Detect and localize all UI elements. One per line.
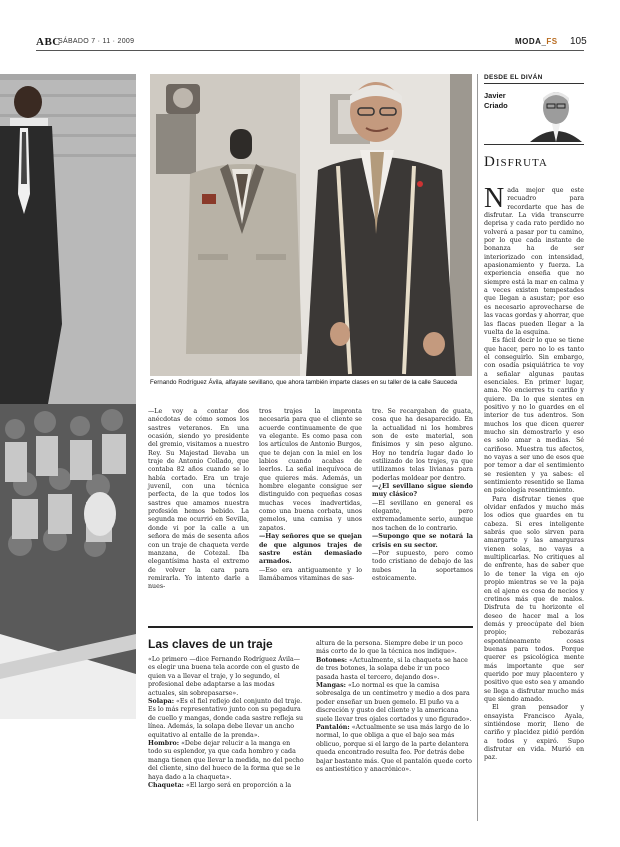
column-paragraph-text: ada mejor que este recuadro para recordarte que has de disfrutar. La vida transcurre deprisa y cada rato perdido no volverá a pasar por tu camino, por lo que cada instante de bonanza ha de ser interiorizado con intensidad, apasionamiento y fuerza. La experiencia enseña que no siempre está la mar en calma y a veces existen tempestades que llegan a asustar; por eso es necesario aprovecharse de las vacas gordas y ahorrar, que las flacas pueden llegar a la vuelta de la esquina. xyxy=(484,187,584,336)
article-paragraph: tros trajes la impronta necesaria para que el cliente se acuerde continuamente de que va elegante. Es como pasa con los artículos de Antonio Burgos, que te dejan con la miel en los labios cuando acabas de leerlos. La señal inequívoca de que quieres más. Además, un hombre elegante consigue ser distinguido con pequeñas cosas muchas veces inadvertidas, como una buena corbata, unos gemelos, una camisa y unos zapatos. xyxy=(259,408,362,532)
article-paragraph: —Le voy a contar dos anécdotas de cómo somos los sastres veteranos. En una ocasión, siendo yo presidente del gremio, visitamos a nuestro Rey. Su Majestad llevaba un traje de Antonio Collado, que contaba 82 años cuando se lo había cortado. Era un traje juvenil, con una técnica perfecta, de la que todos los sastres que amamos nuestra profesión hemos bebido. La segunda me ocurrió en Sevilla, donde vi por la calle a un señora de más de sesenta años con un traje de chaqueta verde manzana, de Cotezal. Iba elegantísima hasta el extremo de volver la cara para remirarla. Yo intento darle a nues- xyxy=(148,408,249,591)
box-item-text: «Actualmente, si la chaqueta se hace de tres botones, la solapa debe ir un poco pasada hasta el tercero, dejando dos». xyxy=(316,656,468,681)
column-paragraph xyxy=(484,183,584,337)
box-item-text: «Es el fiel reflejo del conjunto del traje. Es lo más representativo junto con su pegadura de cuello y mangas, donde cada sastre refleja su línea. Además, la solapa debe llevar un ancho equitativo al entalle de la prenda». xyxy=(148,698,304,739)
box-intro: «Lo primero —dice Fernando Rodríguez Ávila— es elegir una buena tela acorde con el gusto de quien va a llevar el traje, y lo segundo, el profesional debe adaptarse a las modas actuales, sin sobrepasarse». xyxy=(148,656,301,697)
article-column-1 xyxy=(148,408,249,592)
box-item xyxy=(148,698,305,740)
box-item-label: Chaqueta: xyxy=(148,782,184,790)
box-item-label: Pantalón: xyxy=(316,724,350,732)
section-sub: FS xyxy=(546,37,558,46)
interview-answer: —Por supuesto, pero como todo cristiano de debajo de las nubes la soportamos estoicamente. xyxy=(372,549,473,582)
column-paragraph: El gran pensador y ensayista Francisco Ayala, sintiéndose morir, lleno de cariño y placidez pidió perdón a todos y expiró. Supo disfrutar en vida. Murió en paz. xyxy=(484,704,584,762)
box-item-label: Botones: xyxy=(316,656,348,664)
box-continuation: altura de la persona. Siempre debe ir un poco más corto de lo que la técnica nos indique». xyxy=(316,640,463,656)
column-section-label: DESDE EL DIVÁN xyxy=(484,74,543,81)
box-column-2 xyxy=(316,640,473,775)
newspaper-logo: ABC xyxy=(36,36,61,48)
runway-photo xyxy=(0,74,136,719)
interview-answer: —El sevillano en general es elegante, pero extremadamente serio, aunque nos tachen de lo contrario. xyxy=(372,499,473,532)
column-paragraph: Es fácil decir lo que se tiene que hacer, pero no lo es tanto el conseguirlo. Sin embargo, con osadía psiquiátrica te voy a señalar algunas pautas esenciales. En primer lugar, ama. No encierres tu cariño y quiere. Da lo que sientes en positivo y no lo guardes en el interior de tus adentros. Son muchos los que dicen querer mucho sin demostrarlo y eso es solo amar a medias. Sé cariñoso. Muestra tus afectos, no vayas a ser uno de esos que por temor a dar el sentimiento se resienten y ya sabes: el sentimiento resentido se llama en psicología resentimiento. xyxy=(484,337,584,495)
issue-date: SÁBADO 7 · 11 · 2009 xyxy=(58,38,135,45)
interview-question: —¿El sevillano sigue siendo muy clásico? xyxy=(372,483,473,499)
column-divider xyxy=(477,74,478,821)
tailor-photo xyxy=(150,74,472,376)
article-column-3 xyxy=(372,408,473,583)
interview-answer: tre. Se recargaban de guata, cosa que ha desaparecido. En la actualidad ni los hombres son de este material, son finísimos y sin peso alguno. Hoy no tendría lugar dado lo estilizado de los trajes, ya que utilizamos telas livianas para poderlas moldear por dentro. xyxy=(372,408,473,482)
box-item-text: «Actualmente se usa más largo de lo normal, lo que obliga a que el bajo sea más oblicuo, porque si el largo de la parte delantera queda encontrado resulta feo. Por detrás debe bajar bastante más. Que el pantalón quede corto es antiestético y anacrónico». xyxy=(316,724,472,774)
interview-answer: —Eso era antiguamente y lo llamábamos vitaminas de sas- xyxy=(259,566,362,582)
author-last-name: Criado xyxy=(484,101,508,110)
column-title: Disfruta xyxy=(484,154,548,170)
box-item-text: «Lo normal es que la camisa sobresalga de un centímetro y medio a dos para poder enseñar un buen gemelo. El puño va a discreción y gusto del cliente y la americana suele llevar tres ojales cortados y uno figurado». xyxy=(316,682,472,723)
drop-cap: N xyxy=(484,183,505,214)
box-title: Las claves de un traje xyxy=(148,637,273,651)
box-rule xyxy=(148,626,473,628)
box-item-text: «El largo será en proporción a la xyxy=(186,782,292,790)
box-item xyxy=(316,724,473,774)
author-name xyxy=(484,91,508,111)
page-number: 105 xyxy=(570,36,587,47)
header-rule xyxy=(36,50,584,51)
box-item-label: Hombro: xyxy=(148,740,180,748)
interview-question: —Hay señores que se quejan de que algunos trajes de sastre están demasiado armados. xyxy=(259,533,362,566)
box-item-text: «Debe dejar relucir a la manga en todo su esplendor, ya que cada hombro y cada manga tienen que llevar la medida, no del pecho del cliente, sino del hueco de la forma que se le haya dado a la chaqueta». xyxy=(148,740,304,781)
box-item-label: Mangas: xyxy=(316,682,346,690)
section-label: MODA_FS xyxy=(515,37,558,46)
box-column-1 xyxy=(148,656,305,791)
author-photo xyxy=(524,84,586,142)
author-first-name: Javier xyxy=(484,91,506,100)
photo-caption: Fernando Rodríguez Ávila, alfayate sevillano, que ahora también imparte clases en su taller de la calle Sauceda xyxy=(150,379,458,386)
column-body xyxy=(484,183,584,763)
interview-question: —Supongo que se notará la crisis en su sector. xyxy=(372,533,473,549)
article-column-2 xyxy=(259,408,362,583)
box-item xyxy=(316,682,473,724)
box-item xyxy=(316,657,473,682)
box-item xyxy=(148,740,305,782)
box-item xyxy=(148,782,305,790)
section-name: MODA xyxy=(515,37,542,46)
column-paragraph: Para disfrutar tienes que olvidar enfados y mucho más los odios que guardes en tu cabeza. Si eres inteligente sabrás que solo sirven para amargarte y las amarguras vienen solas, no vayas a multiplicarlas. No critiques al de enfrente, has de saber que lo de tener la viga en ojo propio mientras se ve la paja en el ajeno es cosa de necios y cretinos más que de malos. Disfruta de tu horizonte el deseo de hacer mal a los demás y preocúpate del bien propio; rebozarás espontáneamente cosas buenas para todos. Porque querer es psicológica mente más importante que ser querido por muy placentero y positivo que esto sea y amando se llega a disfrutar mucho más que siendo amado. xyxy=(484,495,584,703)
column-title-rule xyxy=(484,144,584,145)
box-item-label: Solapa: xyxy=(148,698,175,706)
